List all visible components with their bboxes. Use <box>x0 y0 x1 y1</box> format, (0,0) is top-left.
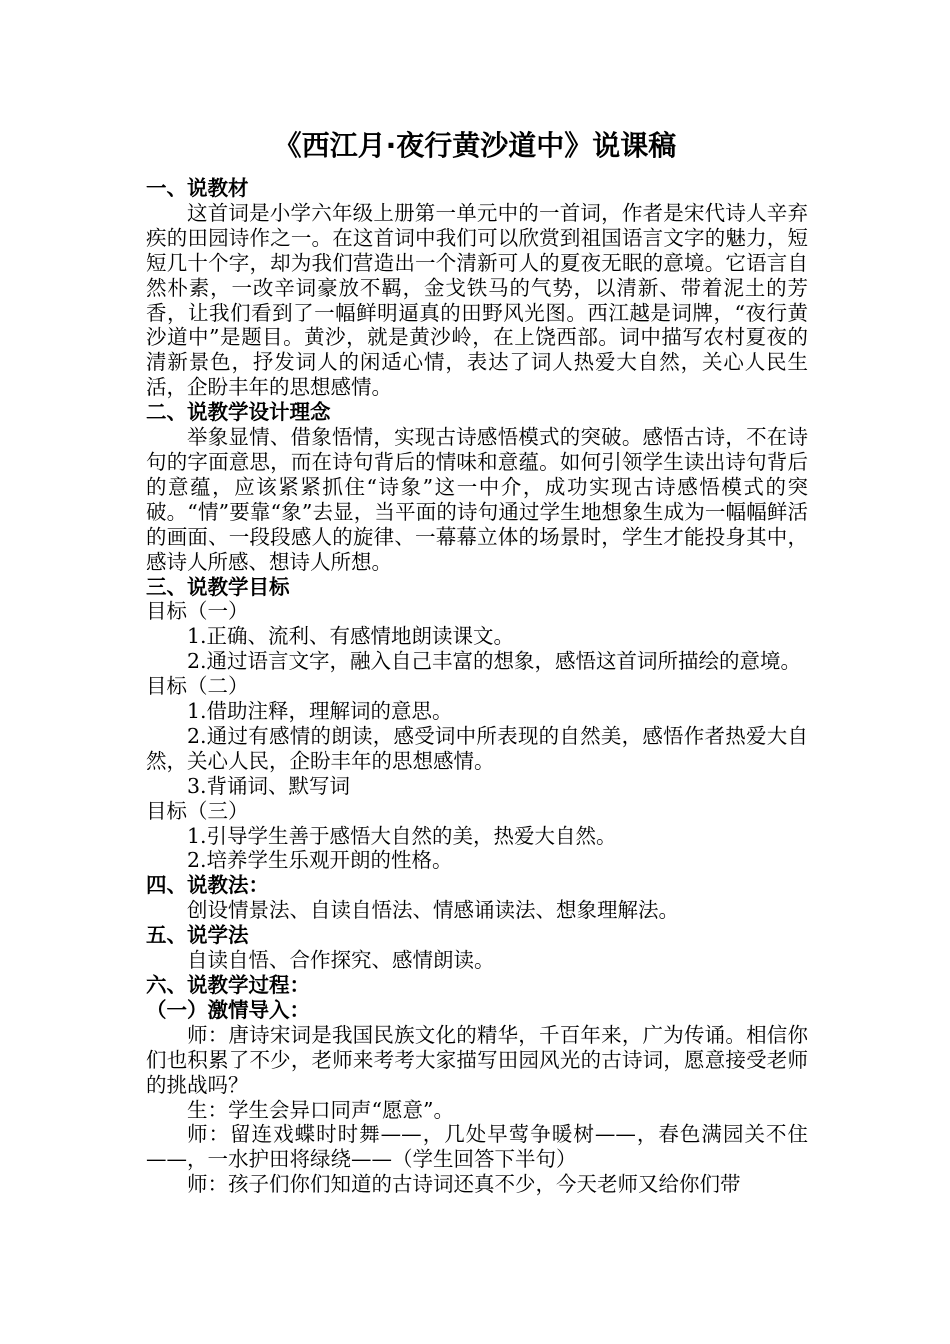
section-heading-textbook: 一、说教材 <box>146 176 249 200</box>
dialogue-paragraph: 师：留连戏蝶时时舞——，几处早莺争暖树——，春色满园关不住——，一水护田将绿绕——（学生回答下半句） <box>146 1122 808 1172</box>
dialogue-paragraph: 生：学生会异口同声“愿意”。 <box>187 1097 454 1122</box>
goal-item: 1.借助注释，理解词的意思。 <box>187 699 453 724</box>
section-heading-teaching-process: 六、说教学过程： <box>146 973 310 997</box>
section-heading-learning-methods: 五、说学法 <box>146 923 249 948</box>
section-paragraph-design-concept: 举象显情、借象悟情，实现古诗感悟模式的突破。感悟古诗，不在诗句的字面意思，而在诗句背后的情味和意蕴。如何引领学生读出诗句背后的意蕴，应该紧紧抓住“诗象”这一中介，成功实现古诗感悟模式的突破。“情”要靠“象”去显，当平面的诗句通过学生地想象生成为一幅幅鲜活的画面、一段段感人的旋律、一幕幕立体的场景时，学生才能投身其中，感诗人所感、想诗人所想。 <box>146 425 808 574</box>
section-paragraph-teaching-methods: 创设情景法、自读自悟法、情感诵读法、想象理解法。 <box>187 898 679 923</box>
dialogue-paragraph: 师：唐诗宋词是我国民族文化的精华，千百年来，广为传诵。相信你们也积累了不少，老师来考考大家描写田园风光的古诗词，愿意接受老师的挑战吗？ <box>146 1022 808 1097</box>
goal-item: 1.引导学生善于感悟大自然的美，热爱大自然。 <box>187 823 617 848</box>
section-heading-teaching-goals: 三、说教学目标 <box>146 574 290 599</box>
goal-label-3: 目标（三） <box>146 798 249 823</box>
goal-label-1: 目标（一） <box>146 599 249 624</box>
document-body <box>146 176 808 1197</box>
goal-item: 2.通过语言文字，融入自己丰富的想象，感悟这首词所描绘的意境。 <box>187 649 802 674</box>
goal-item: 3.背诵词、默写词 <box>187 773 351 798</box>
section-heading-teaching-methods: 四、说教法： <box>146 873 269 898</box>
subsection-heading-introduction: （一）激情导入： <box>146 997 310 1022</box>
section-paragraph-learning-methods: 自读自悟、合作探究、感情朗读。 <box>187 948 495 973</box>
goal-label-2: 目标（二） <box>146 674 249 699</box>
document-title: 《西江月·夜行黄沙道中》说课稿 <box>273 129 677 162</box>
goal-item: 2.通过有感情的朗读，感受词中所表现的自然美，感悟作者热爱大自然，关心人民，企盼丰年的思想感情。 <box>146 723 808 773</box>
goal-item: 2.培养学生乐观开朗的性格。 <box>187 848 453 873</box>
section-heading-design-concept: 二、说教学设计理念 <box>146 400 331 425</box>
dialogue-paragraph: 师：孩子们你们知道的古诗词还真不少，今天老师又给你们带 <box>187 1172 741 1197</box>
section-paragraph-textbook: 这首词是小学六年级上册第一单元中的一首词，作者是宋代诗人辛弃疾的田园诗作之一。在这首词中我们可以欣赏到祖国语言文字的魅力，短短几十个字，却为我们营造出一个清新可人的夏夜无眠的意境。它语言自然朴素，一改辛词豪放不羁，金戈铁马的气势，以清新、带着泥土的芳香，让我们看到了一幅鲜明逼真的田野风光图。西江越是词牌，“夜行黄沙道中”是题目。黄沙，就是黄沙岭，在上饶西部。词中描写农村夏夜的清新景色，抒发词人的闲适心情，表达了词人热爱大自然，关心人民生活，企盼丰年的思想感情。 <box>146 200 808 400</box>
goal-item: 1.正确、流利、有感情地朗读课文。 <box>187 624 515 649</box>
